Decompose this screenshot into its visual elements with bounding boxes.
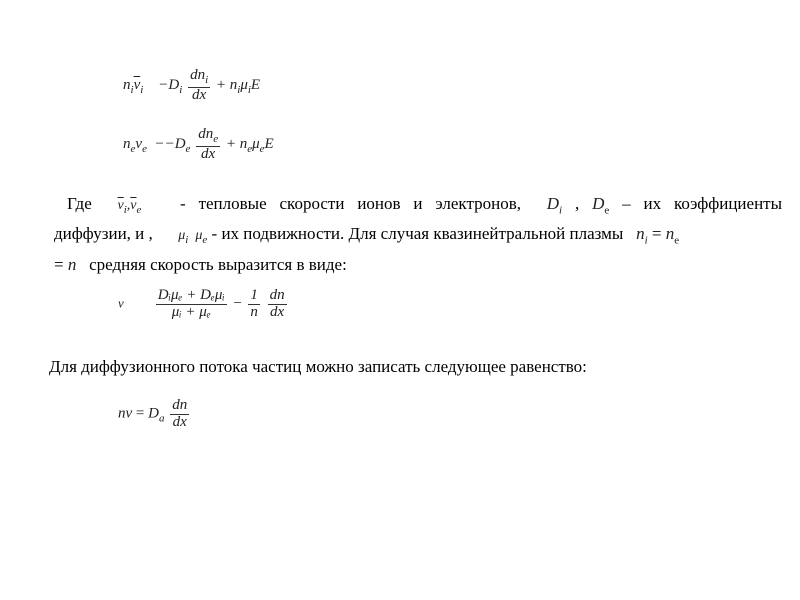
formula3-fraction3 bbox=[268, 288, 287, 321]
formula-mean-velocity bbox=[118, 288, 289, 321]
paragraph1-velocity-text: - тепловые скорости ионов и электронов, bbox=[180, 194, 521, 213]
formula2-lhs-var-sub: e bbox=[142, 143, 147, 156]
formula2-field: E bbox=[264, 136, 274, 153]
formula4-equals: = bbox=[135, 405, 145, 422]
formula2-plus-term-sub: e bbox=[247, 143, 253, 156]
paragraph1-di: $D_i$ bbox=[546, 194, 563, 217]
paragraph2-text: Для диффузионного потока частиц можно записать следующее равенство: bbox=[49, 357, 587, 376]
paragraph1-line2 bbox=[54, 222, 782, 252]
formula1-frac-num: dn bbox=[190, 67, 206, 83]
formula1-lhs: n bbox=[123, 77, 131, 94]
formula2-frac-den: dx bbox=[201, 145, 216, 162]
formula1-coef-sub: i bbox=[179, 84, 183, 97]
formula2-coef: D bbox=[174, 136, 186, 153]
formula4-frac-den: dx bbox=[172, 413, 187, 430]
formula2-coef-sub: e bbox=[185, 143, 191, 156]
formula2-mu-sub: e bbox=[259, 143, 265, 156]
formula2-lhs-sub: e bbox=[130, 143, 136, 156]
formula1-lhs-sub: i bbox=[130, 84, 134, 97]
formula4-lhs: nv bbox=[118, 405, 133, 422]
formula-diffusion-flux bbox=[118, 398, 191, 431]
paragraph1-n: n bbox=[67, 254, 77, 274]
formula4-coef-sub: a bbox=[158, 412, 165, 425]
formula2-lhs-var: v bbox=[135, 136, 143, 153]
formula3-frac3-den: dx bbox=[270, 303, 285, 320]
formula1-field: E bbox=[250, 77, 261, 94]
formula3-lhs: v bbox=[118, 295, 124, 311]
paragraph1-ni: $n_i$ bbox=[636, 224, 648, 247]
paragraph1-de: $D_e$ bbox=[592, 194, 610, 217]
paragraph1-coefficients-text: – их коэффициенты bbox=[622, 194, 783, 213]
formula3-frac2-num: 1 bbox=[250, 287, 258, 303]
paragraph1-ne: $n_e$ bbox=[665, 224, 680, 247]
paragraph1-line3 bbox=[54, 253, 782, 277]
formula1-plus-term-sub: i bbox=[237, 84, 241, 97]
formula1-fraction bbox=[188, 68, 210, 103]
formula1-coef: D bbox=[168, 77, 180, 94]
paragraph1-diffusion-text: диффузии, и , bbox=[54, 224, 153, 244]
formula4-coef: D bbox=[148, 405, 159, 422]
paragraph1-velocity-symbols: $\overline{v}_i,\overline{v}_e$ bbox=[117, 198, 142, 216]
formula1-lhs-var: $\overline{v}$ bbox=[133, 77, 141, 94]
formula1-mu: μ bbox=[240, 77, 248, 94]
paragraph1-equals-2: = bbox=[54, 254, 64, 274]
paragraph1-mobility-text: - их подвижности. Для случая квазинейтральной плазмы bbox=[211, 224, 624, 244]
formula4-fraction bbox=[170, 398, 189, 431]
formula3-fraction2 bbox=[248, 288, 260, 321]
paragraph1-mobility-symbols: $\mu_i$ $\mu_e$ bbox=[178, 228, 208, 247]
formula1-plus-term: n bbox=[229, 77, 238, 94]
formula2-frac-num: dn bbox=[198, 126, 214, 142]
formula3-frac1-num: Dᵢμₑ + Dₑμᵢ bbox=[157, 287, 225, 303]
formula2-frac-num-sub: e bbox=[213, 133, 219, 145]
formula4-frac-num: dn bbox=[172, 397, 188, 413]
paragraph1-mean-velocity-text: средняя скорость выразится в виде: bbox=[89, 254, 347, 274]
paragraph-thermal-velocities bbox=[54, 192, 782, 277]
paragraph-diffusion-flux bbox=[49, 357, 587, 377]
formula3-frac2-den: n bbox=[250, 303, 258, 320]
formula-ion-flux: $n_i\overline{v}_i$ $-D_i$ $\frac{dn_i}{dx}$ + $n_i\mu_iE$ bbox=[123, 67, 261, 103]
formula1-frac-den: dx bbox=[192, 86, 207, 103]
formula2-mu: μ bbox=[252, 136, 260, 153]
formula3-fraction1 bbox=[156, 288, 227, 321]
formula3-minus: − bbox=[232, 295, 243, 312]
formula1-mu-sub: i bbox=[247, 84, 251, 97]
formula2-lhs: n bbox=[123, 136, 131, 153]
paragraph1-where: Где bbox=[67, 194, 92, 213]
paragraph1-equals: = bbox=[651, 224, 662, 244]
formula1-frac-num-sub: i bbox=[205, 74, 209, 86]
formula3-frac1-den: μᵢ + μₑ bbox=[171, 303, 211, 320]
paragraph1-line1: Где $\overline{v}_i,\overline{v}_e$ - тепловые скорости ионов и электронов, $D_i$ , $D_e$ – их коэффициенты bbox=[67, 194, 783, 217]
formula1-lhs-var-sub: i bbox=[140, 84, 144, 97]
formula2-plus-term: n bbox=[239, 136, 248, 153]
formula-electron-flux: $n_ev_e --D_e$ $\frac{dn_e}{dx}$ + $n_e\mu_eE$ bbox=[123, 126, 274, 162]
formula3-frac3-num: dn bbox=[269, 287, 285, 303]
formula2-fraction bbox=[196, 127, 220, 162]
